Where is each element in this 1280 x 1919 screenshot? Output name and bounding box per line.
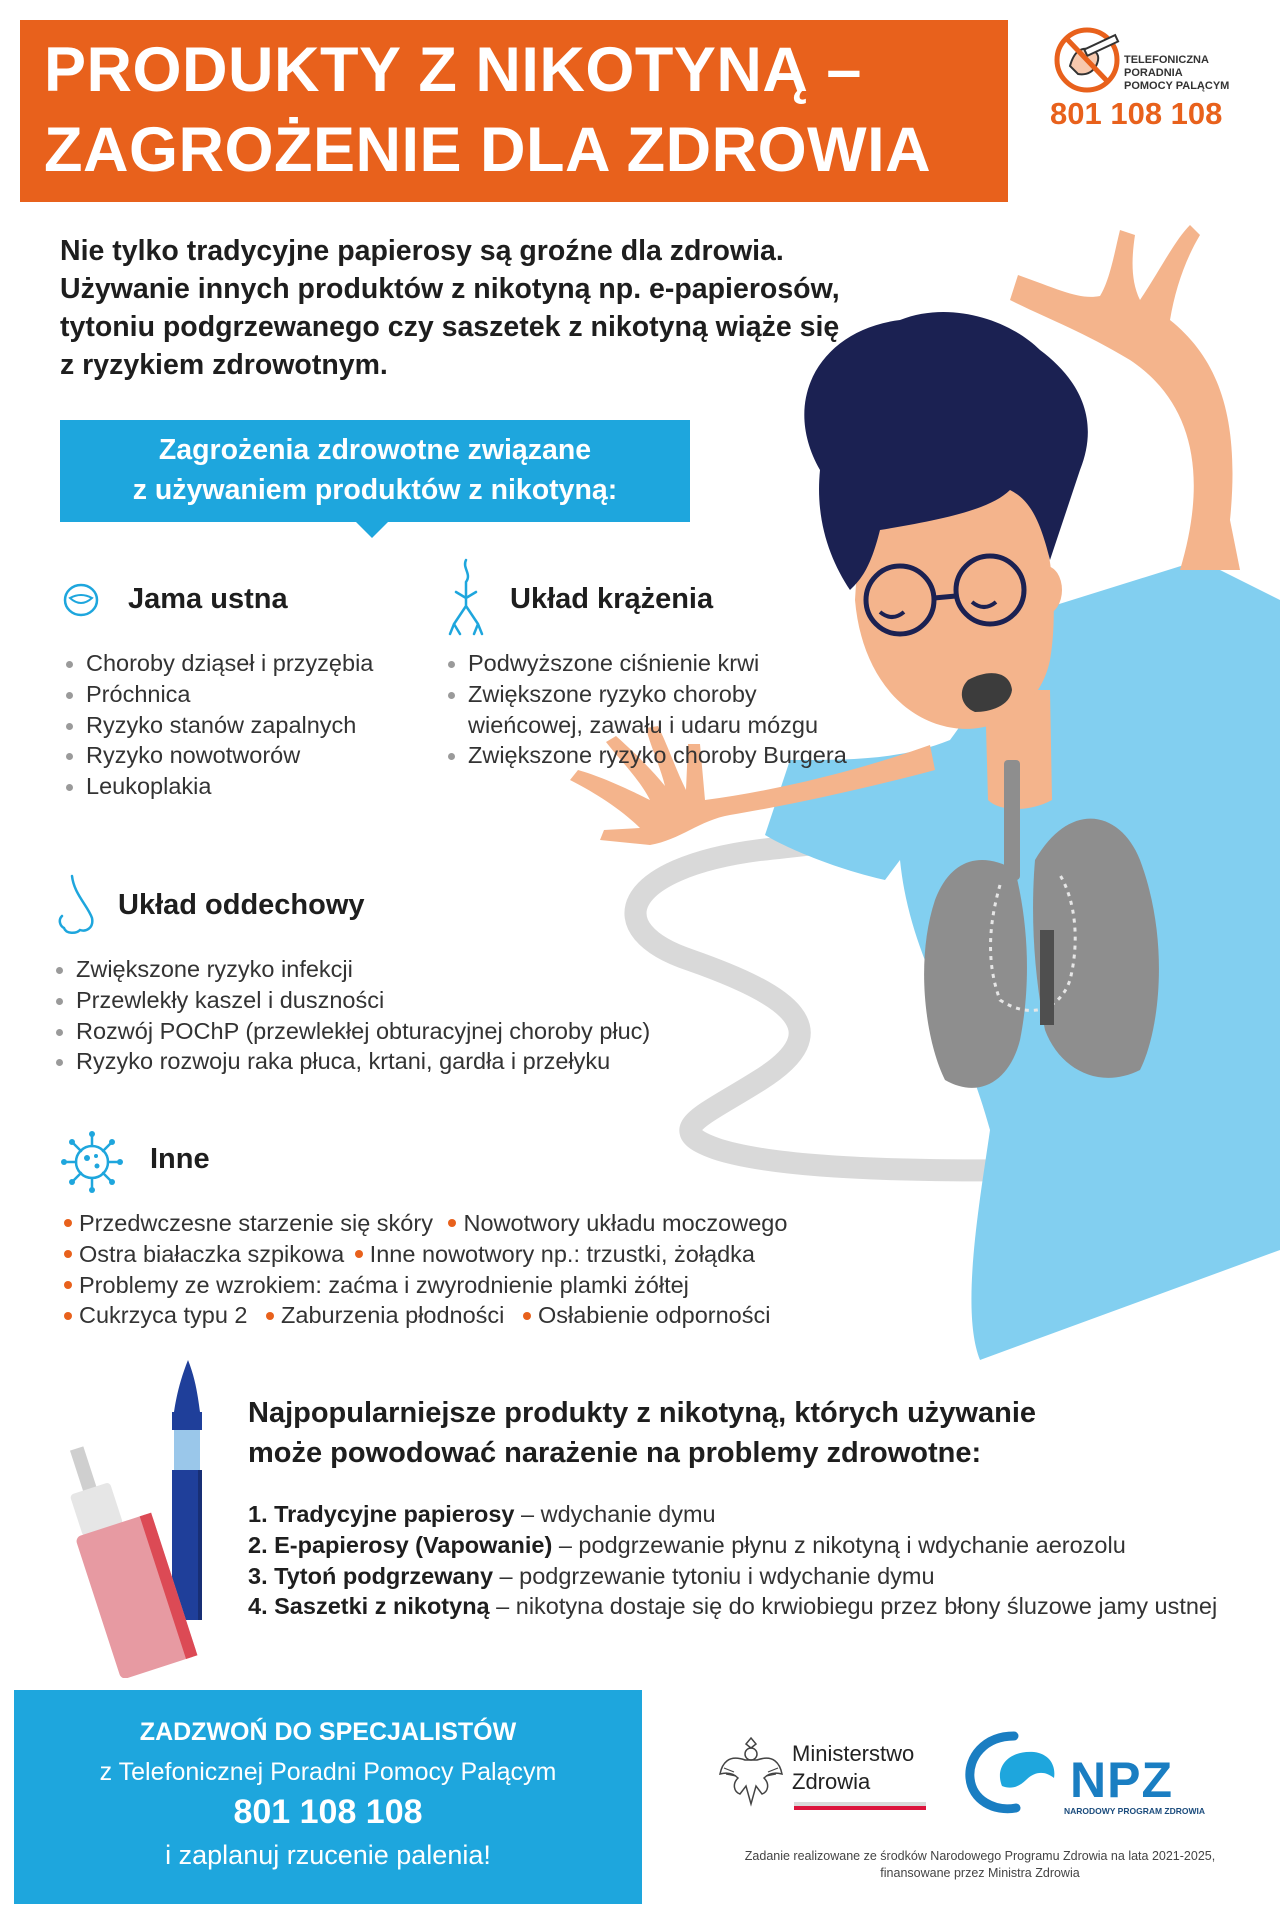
page-title-line2: ZAGROŻENIE DLA ZDROWIA	[44, 115, 932, 185]
threats-banner-line2: z używaniem produktów z nikotyną:	[132, 474, 618, 506]
product-desc: – wdychanie dymu	[514, 1501, 716, 1527]
intro-text	[60, 232, 960, 384]
list-item: Ryzyko nowotworów	[64, 740, 373, 771]
product-desc: – podgrzewanie płynu z nikotyną i wdychanie aerozolu	[552, 1531, 1126, 1558]
other-risk-list	[62, 1208, 787, 1331]
call-to-action-box	[14, 1690, 642, 1904]
e-cigarette-illustration	[48, 1358, 238, 1678]
list-item: Zwiększone ryzyko choroby Burgera	[446, 740, 847, 771]
cta-heading: ZADZWOŃ DO SPECJALISTÓW	[139, 1718, 517, 1746]
threats-banner-line1: Zagrożenia zdrowotne związane	[158, 434, 592, 466]
products-heading-line2: może powodować narażenie na problemy zdrowotne:	[248, 1437, 982, 1469]
respiratory-risk-list	[54, 954, 650, 1077]
funding-note	[700, 1848, 1260, 1882]
intro-line4: z ryzykiem zdrowotnym.	[60, 349, 388, 381]
list-item: Zwiększone ryzyko choroby	[446, 679, 847, 710]
product-name: 4. Saszetki z nikotyną	[248, 1593, 490, 1620]
product-desc: – podgrzewanie tytoniu i wdychanie dymu	[493, 1562, 935, 1589]
section-title-respiratory: Układ oddechowy	[118, 889, 365, 921]
bullet-dot	[64, 1219, 72, 1227]
product-name: 2. E-papierosy (Vapowanie)	[248, 1531, 553, 1558]
bullet-dot	[355, 1250, 363, 1258]
section-title-other: Inne	[150, 1143, 210, 1175]
product-item	[248, 1499, 1217, 1530]
list-item: Leukoplakia	[64, 771, 373, 802]
bullet-dot	[64, 1281, 72, 1289]
list-item: Cukrzyca typu 2	[79, 1302, 248, 1329]
hotline-number: 801 108 108	[1050, 96, 1223, 131]
list-item: Inne nowotwory np.: trzustki, żołądka	[369, 1240, 756, 1267]
funding-note-line2: finansowane przez Ministra Zdrowia	[880, 1866, 1080, 1880]
other-risk-row	[62, 1300, 787, 1331]
products-heading	[248, 1393, 1036, 1473]
list-item: Osłabienie odporności	[537, 1302, 771, 1329]
blood-vessel-icon	[448, 558, 484, 638]
list-item: Zaburzenia płodności	[281, 1302, 505, 1329]
list-item: wieńcowej, zawału i udaru mózgu	[468, 711, 819, 738]
list-item: Przewlekły kaszel i duszności	[54, 985, 650, 1016]
lung-left	[924, 860, 1027, 1088]
list-item: Przedwczesne starzenie się skóry	[79, 1210, 433, 1236]
flag-stripe-red	[794, 1806, 926, 1810]
bullet-dot	[64, 1312, 72, 1320]
product-item	[248, 1591, 1217, 1622]
banner-pointer	[354, 520, 390, 538]
mouth-icon	[62, 580, 100, 620]
cta-phone-number: 801 108 108	[233, 1793, 423, 1831]
other-risk-row	[62, 1239, 787, 1270]
products-list	[248, 1499, 1217, 1622]
nose-icon	[54, 874, 100, 938]
list-item: Podwyższone ciśnienie krwi	[446, 648, 847, 679]
section-title-circulatory: Układ krążenia	[510, 583, 714, 615]
npz-full-name: NARODOWY PROGRAM ZDROWIA	[1064, 1806, 1206, 1816]
ministry-name-line1: Ministerstwo	[792, 1741, 915, 1766]
product-name: 3. Tytoń podgrzewany	[248, 1562, 494, 1589]
list-item: Choroby dziąseł i przyzębia	[64, 648, 373, 679]
intro-line2: Używanie innych produktów z nikotyną np. e-papierosów,	[60, 273, 840, 305]
list-item: Nowotwory układu moczowego	[463, 1210, 788, 1236]
virus-icon	[60, 1128, 130, 1194]
other-risk-row	[62, 1270, 787, 1301]
hotline-label-line2: PORADNIA	[1124, 67, 1183, 79]
bullet-dot	[523, 1312, 531, 1320]
list-item: Ryzyko stanów zapalnych	[64, 710, 373, 741]
ministry-name-line2: Zdrowia	[792, 1769, 871, 1794]
product-item	[248, 1561, 1217, 1592]
list-item: Ryzyko rozwoju raka płuca, krtani, gardła i przełyku	[54, 1046, 650, 1077]
cta-closing: i zaplanuj rzucenie palenia!	[165, 1840, 491, 1870]
hotline-label	[1124, 54, 1229, 93]
bullet-dot	[266, 1312, 274, 1320]
title-banner	[20, 20, 1008, 202]
funding-note-line1: Zadanie realizowane ze środków Narodowego Programu Zdrowia na lata 2021-2025,	[744, 1849, 1216, 1863]
hotline-label-line1: TELEFONICZNA	[1124, 54, 1209, 66]
product-desc: – nikotyna dostaje się do krwiobiegu przez błony śluzowe jamy ustnej	[489, 1593, 1218, 1620]
threats-banner	[60, 420, 690, 522]
npz-logo-icon	[964, 1730, 1064, 1814]
mouth-risk-list	[64, 648, 373, 802]
other-risk-row	[62, 1208, 787, 1239]
list-item: Ostra białaczka szpikowa	[79, 1240, 345, 1267]
product-name: 1. Tradycyjne papierosy	[248, 1501, 515, 1527]
list-item: Próchnica	[64, 679, 373, 710]
intro-line1: Nie tylko tradycyjne papierosy są groźne dla zdrowia.	[60, 235, 784, 267]
polish-eagle-emblem	[718, 1734, 784, 1810]
intro-line3: tytoniu podgrzewanego czy saszetek z nikotyną wiąże się	[60, 311, 840, 343]
circulatory-risk-list	[446, 648, 847, 771]
product-item	[248, 1530, 1217, 1561]
list-item: Rozwój POChP (przewlekłej obturacyjnej choroby płuc)	[54, 1016, 650, 1047]
section-title-mouth: Jama ustna	[128, 583, 288, 615]
cta-subheading: z Telefonicznej Poradni Pomocy Palącym	[99, 1758, 557, 1786]
products-heading-line1: Najpopularniejsze produkty z nikotyną, których używanie	[248, 1397, 1036, 1429]
page-title-line1: PRODUKTY Z NIKOTYNĄ –	[44, 35, 862, 105]
bullet-dot	[64, 1250, 72, 1258]
npz-logo-text: NPZ	[1070, 1752, 1173, 1808]
bullet-dot	[448, 1219, 456, 1227]
ministry-logo-text	[792, 1740, 914, 1796]
hotline-label-line3: POMOCY PALĄCYM	[1124, 80, 1230, 92]
list-item: Problemy ze wzrokiem: zaćma i zwyrodnienie plamki żółtej	[79, 1271, 689, 1298]
list-item: Zwiększone ryzyko infekcji	[54, 954, 650, 985]
